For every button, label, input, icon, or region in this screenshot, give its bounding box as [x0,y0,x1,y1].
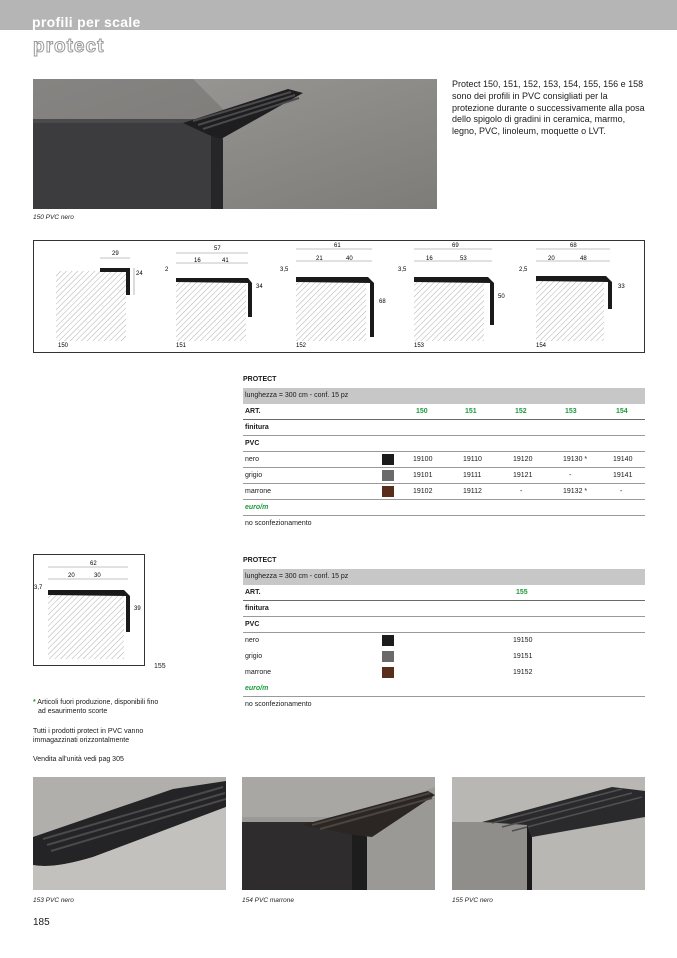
dim-154-a: 68 [570,243,577,249]
profile-151 [165,246,263,349]
footer-row [243,697,645,713]
finish-name: marrone [245,669,272,676]
table-protect-155 [243,553,645,713]
profile-diagrams-svg [34,241,644,352]
art-code: - [520,488,523,495]
photo-153-caption: 153 PVC nero [33,897,74,904]
dim-153-b: 16 [426,256,433,262]
material-row [243,436,645,452]
dim-152-d: 3,5 [280,267,289,273]
table-subtitle-row [243,569,645,585]
dim-152-e: 68 [379,299,386,305]
material-row [243,617,645,633]
note-storage [33,727,203,745]
col-153: 153 [565,408,577,415]
art-label: ART. [245,589,261,596]
profile-153 [398,243,505,349]
finish-row [243,420,645,436]
art-code: 19121 [513,472,533,479]
finish-name: nero [245,456,260,463]
dim-151-a: 57 [214,246,221,252]
dim-155-a: 62 [90,561,97,567]
dim-155-c: 30 [94,573,101,579]
dim-154-c: 48 [580,256,587,262]
color-swatch [382,486,394,497]
col-152: 152 [515,408,527,415]
art-code: 19120 [513,456,533,463]
art-code: - [620,488,623,495]
note-storage-line1: Tutti i prodotti protect in PVC vanno [33,728,144,735]
dim-150-width: 29 [112,251,119,257]
profile-155-diagram [33,554,145,666]
table-title-row [243,553,645,569]
series-title: protect [33,36,105,57]
profile-diagrams [33,240,645,353]
photo-153-svg [33,777,226,890]
material-label: PVC [245,621,260,628]
dim-154-d: 2,5 [519,267,528,273]
intro-text: Protect 150, 151, 152, 153, 154, 155, 156 e 158 sono dei profili in PVC consigliati per la protezione durante o successivamente alla posa dello spigolo di gradini in ceramica, marmo, legno, PVC, linoleum, moquette o LVT. [452,79,645,137]
finish-label: finitura [245,605,269,612]
note-discontinued-line1: Articoli fuori produzione, disponibili fino [37,699,159,706]
dim-155-b: 20 [68,573,75,579]
table-protect-150-154 [243,372,645,532]
art-label: ART. [245,408,261,415]
profile-label-154: 154 [536,343,547,349]
color-swatch [382,470,394,481]
table-row [243,649,645,665]
dim-153-a: 69 [452,243,459,249]
table-subtitle-row [243,388,645,404]
finish-name: nero [245,637,260,644]
col-151: 151 [465,408,477,415]
photo-154-svg [242,777,435,890]
art-code: 19102 [413,488,433,495]
main-photo [33,79,437,209]
footer-row [243,516,645,532]
section-title: profili per scale [32,14,141,30]
finish-row [243,601,645,617]
material-label: PVC [245,440,260,447]
profile-label-152: 152 [296,343,307,349]
dim-152-a: 61 [334,243,341,249]
note-unit-sale: Vendita all'unità vedi pag 305 [33,756,124,763]
profile-label-151: 151 [176,343,187,349]
art-code: 19141 [613,472,633,479]
art-code: 19152 [513,669,533,676]
art-code: 19112 [463,488,482,495]
dim-154-e: 33 [618,284,625,290]
price-label: euro/m [245,685,269,692]
dim-151-e: 34 [256,284,263,290]
art-code: 19151 [513,653,533,660]
price-label: euro/m [245,504,269,511]
finish-name: grigio [245,653,263,660]
table-title: PROTECT [243,557,277,564]
step-photo-150 [33,79,437,209]
note-discontinued [33,698,203,716]
note-storage-line2: immagazzinati orizzontalmente [33,737,130,744]
dim-152-c: 40 [346,256,353,262]
color-swatch [382,454,394,465]
dim-154-b: 20 [548,256,555,262]
table-row [243,452,645,468]
dim-150-height: 24 [136,271,143,277]
table-row [243,468,645,484]
col-155: 155 [516,589,528,596]
col-150: 150 [416,408,428,415]
color-swatch [382,651,394,662]
table-header-row [243,585,645,601]
dim-151-b: 16 [194,258,201,264]
art-code: - [569,472,572,479]
photo-154-caption: 154 PVC marrone [242,897,295,904]
profile-152 [280,243,386,349]
art-code: 19150 [513,637,533,644]
finish-name: marrone [245,488,272,495]
table-subtitle: lunghezza = 300 cm - conf. 15 pz [245,392,349,399]
profile-label-155: 155 [154,663,166,670]
dim-151-d: 2 [165,267,169,273]
photo-155-svg [452,777,645,890]
table-row [243,484,645,500]
price-row [243,500,645,516]
color-swatch [382,635,394,646]
page-number: 185 [33,917,50,928]
table-row [243,665,645,681]
table-footer: no sconfezionamento [245,520,312,527]
art-code: 19140 [613,456,633,463]
photo-155-caption: 155 PVC nero [452,897,493,904]
art-code: 19130 * [563,456,588,463]
col-154: 154 [616,408,628,415]
dim-153-e: 50 [498,294,505,300]
dim-153-c: 53 [460,256,467,262]
photo-154 [242,777,435,890]
note-discontinued-line2: ad esaurimento scorte [38,708,108,715]
main-photo-caption: 150 PVC nero [33,214,74,221]
art-code: 19110 [463,456,482,463]
photo-153 [33,777,226,890]
finish-name: grigio [245,472,263,479]
price-row [243,681,645,697]
dim-151-c: 41 [222,258,229,264]
photo-155 [452,777,645,890]
table-title: PROTECT [243,376,277,383]
table-subtitle: lunghezza = 300 cm - conf. 15 pz [245,573,349,580]
dim-153-d: 3,5 [398,267,407,273]
color-swatch [382,667,394,678]
art-code: 19111 [463,472,482,479]
profile-label-153: 153 [414,343,425,349]
dim-155-e: 39 [134,606,141,612]
finish-label: finitura [245,424,269,431]
table-row [243,633,645,649]
profile-label-150: 150 [58,343,69,349]
profile-150 [56,251,143,349]
dim-152-b: 21 [316,256,323,262]
table-header-row [243,404,645,420]
table-footer: no sconfezionamento [245,701,312,708]
art-code: 19100 [413,456,433,463]
dim-155-d: 3,7 [34,585,43,591]
table-title-row [243,372,645,388]
asterisk-marker: * [33,699,36,706]
profile-155-svg [34,555,144,665]
art-code: 19101 [413,472,433,479]
profile-154 [519,243,625,349]
art-code: 19132 * [563,488,588,495]
